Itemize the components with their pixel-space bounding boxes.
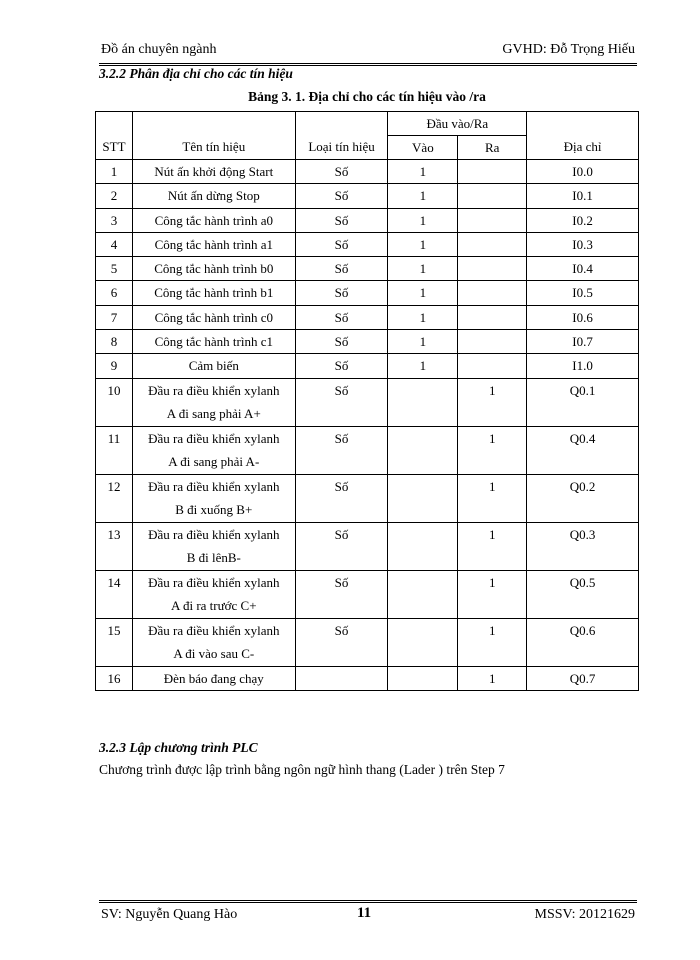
cell-stt: 13 xyxy=(96,522,133,570)
cell-stt: 12 xyxy=(96,474,133,522)
cell-stt: 8 xyxy=(96,330,133,354)
cell-out xyxy=(458,232,527,256)
cell-addr: I0.3 xyxy=(527,232,639,256)
section-title-323: 3.2.3 Lập chương trình PLC xyxy=(99,740,258,755)
cell-type: Số xyxy=(295,208,388,232)
cell-out: 1 xyxy=(458,426,527,474)
footer-student-id: MSSV: 20121629 xyxy=(534,907,635,922)
header-in: Vào xyxy=(388,136,458,160)
section-title-322: 3.2.2 Phân địa chỉ cho các tín hiệu xyxy=(99,66,293,81)
cell-addr: Q0.7 xyxy=(527,666,639,690)
cell-addr: Q0.5 xyxy=(527,570,639,618)
cell-type: Số xyxy=(295,426,388,474)
header-stt: STT xyxy=(96,112,133,160)
cell-addr: I0.4 xyxy=(527,257,639,281)
header-addr: Địa chỉ xyxy=(527,112,639,160)
cell-name-line1: Đầu ra điều khiển xylanh xyxy=(148,382,280,398)
table-row xyxy=(96,305,639,329)
cell-name: Công tắc hành trình c0 xyxy=(132,305,295,329)
cell-type: Số xyxy=(295,305,388,329)
table-row xyxy=(96,666,639,690)
cell-in xyxy=(388,378,458,426)
cell-name xyxy=(132,522,295,570)
table-row xyxy=(96,522,639,570)
cell-type: Số xyxy=(295,330,388,354)
cell-addr: Q0.3 xyxy=(527,522,639,570)
cell-type: Số xyxy=(295,232,388,256)
cell-out: 1 xyxy=(458,618,527,666)
cell-out xyxy=(458,208,527,232)
cell-stt: 10 xyxy=(96,378,133,426)
cell-addr: I0.0 xyxy=(527,160,639,184)
cell-addr: I0.7 xyxy=(527,330,639,354)
cell-addr: I0.2 xyxy=(527,208,639,232)
cell-name xyxy=(132,426,295,474)
cell-out: 1 xyxy=(458,522,527,570)
cell-out xyxy=(458,305,527,329)
cell-in xyxy=(388,666,458,690)
cell-name: Công tắc hành trình c1 xyxy=(132,330,295,354)
cell-stt: 9 xyxy=(96,354,133,378)
cell-out: 1 xyxy=(458,474,527,522)
cell-in: 1 xyxy=(388,160,458,184)
cell-name-line2: A đi ra trước C+ xyxy=(171,598,257,614)
cell-stt: 7 xyxy=(96,305,133,329)
cell-name: Công tắc hành trình a1 xyxy=(132,232,295,256)
table-row xyxy=(96,208,639,232)
footer-student: SV: Nguyễn Quang Hào xyxy=(101,907,238,922)
cell-out xyxy=(458,330,527,354)
cell-type: Số xyxy=(295,281,388,305)
cell-name: Công tắc hành trình b0 xyxy=(132,257,295,281)
cell-in: 1 xyxy=(388,208,458,232)
header-io: Đầu vào/Ra xyxy=(388,112,527,136)
cell-addr: Q0.1 xyxy=(527,378,639,426)
cell-in xyxy=(388,618,458,666)
cell-stt: 2 xyxy=(96,184,133,208)
cell-in: 1 xyxy=(388,257,458,281)
cell-in: 1 xyxy=(388,330,458,354)
cell-addr: Q0.2 xyxy=(527,474,639,522)
table-row xyxy=(96,281,639,305)
cell-out xyxy=(458,257,527,281)
cell-name: Cảm biến xyxy=(132,354,295,378)
page-header xyxy=(99,41,637,66)
table-row xyxy=(96,160,639,184)
cell-name-line2: A đi vào sau C- xyxy=(173,646,255,662)
cell-name-line1: Đầu ra điều khiển xylanh xyxy=(148,526,280,542)
cell-addr: I0.5 xyxy=(527,281,639,305)
cell-out xyxy=(458,354,527,378)
cell-stt: 15 xyxy=(96,618,133,666)
table-row xyxy=(96,354,639,378)
header-out: Ra xyxy=(458,136,527,160)
cell-name-line2: B đi xuống B+ xyxy=(175,502,253,518)
cell-out xyxy=(458,160,527,184)
cell-name-line1: Đầu ra điều khiển xylanh xyxy=(148,622,280,638)
table-row xyxy=(96,257,639,281)
cell-in: 1 xyxy=(388,281,458,305)
cell-in xyxy=(388,426,458,474)
cell-type: Số xyxy=(295,160,388,184)
table-row xyxy=(96,426,639,474)
page-number: 11 xyxy=(357,905,372,921)
cell-type: Số xyxy=(295,474,388,522)
cell-stt: 14 xyxy=(96,570,133,618)
cell-name: Công tắc hành trình a0 xyxy=(132,208,295,232)
cell-in xyxy=(388,522,458,570)
cell-name-line1: Đầu ra điều khiển xylanh xyxy=(148,430,280,446)
cell-name xyxy=(132,378,295,426)
cell-addr: Q0.4 xyxy=(527,426,639,474)
cell-stt: 16 xyxy=(96,666,133,690)
cell-type: Số xyxy=(295,184,388,208)
cell-type: Số xyxy=(295,570,388,618)
table-row xyxy=(96,474,639,522)
cell-name-line2: A đi sang phải A+ xyxy=(166,406,261,422)
cell-stt: 4 xyxy=(96,232,133,256)
cell-name xyxy=(132,570,295,618)
cell-type: Số xyxy=(295,354,388,378)
cell-name-line2: B đi lênB- xyxy=(186,550,241,566)
cell-addr: I0.1 xyxy=(527,184,639,208)
header-left: Đồ án chuyên ngành xyxy=(101,42,217,57)
cell-name: Nút ấn dừng Stop xyxy=(132,184,295,208)
cell-addr: Q0.6 xyxy=(527,618,639,666)
cell-stt: 3 xyxy=(96,208,133,232)
cell-stt: 1 xyxy=(96,160,133,184)
cell-type: Số xyxy=(295,618,388,666)
table-row xyxy=(96,618,639,666)
cell-stt: 6 xyxy=(96,281,133,305)
cell-in: 1 xyxy=(388,232,458,256)
cell-name xyxy=(132,618,295,666)
table-row xyxy=(96,570,639,618)
cell-stt: 11 xyxy=(96,426,133,474)
header-type: Loại tín hiệu xyxy=(295,112,388,160)
cell-stt: 5 xyxy=(96,257,133,281)
table-caption: Bảng 3. 1. Địa chỉ cho các tín hiệu vào /ra xyxy=(248,89,486,104)
cell-name-line1: Đầu ra điều khiển xylanh xyxy=(148,478,280,494)
page-footer xyxy=(99,900,637,929)
cell-name: Nút ấn khởi động Start xyxy=(132,160,295,184)
cell-name: Đèn báo đang chạy xyxy=(132,666,295,690)
table-row xyxy=(96,330,639,354)
cell-in xyxy=(388,570,458,618)
cell-in: 1 xyxy=(388,305,458,329)
cell-out xyxy=(458,184,527,208)
header-right: GVHD: Đỗ Trọng Hiếu xyxy=(502,42,635,57)
cell-in: 1 xyxy=(388,354,458,378)
cell-name xyxy=(132,474,295,522)
table-row xyxy=(96,378,639,426)
cell-out: 1 xyxy=(458,378,527,426)
cell-out: 1 xyxy=(458,666,527,690)
cell-type: Số xyxy=(295,378,388,426)
section-body-323: Chương trình được lập trình bằng ngôn ngữ hình thang (Lader ) trên Step 7 xyxy=(99,762,505,777)
cell-name: Công tắc hành trình b1 xyxy=(132,281,295,305)
cell-in: 1 xyxy=(388,184,458,208)
cell-in xyxy=(388,474,458,522)
cell-addr: I1.0 xyxy=(527,354,639,378)
cell-out xyxy=(458,281,527,305)
table-row xyxy=(96,232,639,256)
header-name: Tên tín hiệu xyxy=(132,112,295,160)
cell-type: Số xyxy=(295,257,388,281)
cell-out: 1 xyxy=(458,570,527,618)
cell-addr: I0.6 xyxy=(527,305,639,329)
cell-type: Số xyxy=(295,522,388,570)
cell-type xyxy=(295,666,388,690)
table-row xyxy=(96,184,639,208)
io-address-table xyxy=(95,111,639,691)
cell-name-line2: A đi sang phải A- xyxy=(168,454,260,470)
cell-name-line1: Đầu ra điều khiển xylanh xyxy=(148,574,280,590)
